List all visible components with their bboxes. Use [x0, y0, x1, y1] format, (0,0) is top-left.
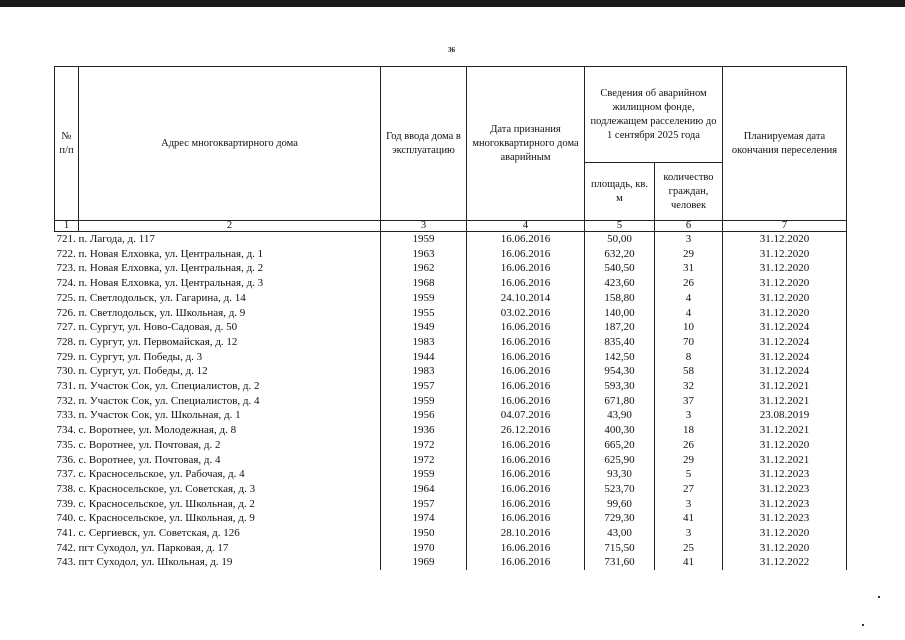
address-cell: 740. с. Красносельское, ул. Школьная, д. 9	[56, 512, 255, 525]
year-cell: 1968	[381, 276, 467, 291]
planned-date-cell: 31.12.2021	[723, 423, 847, 438]
header-year: Год ввода дома в эксплуатацию	[381, 67, 467, 221]
planned-date-cell: 31.12.2023	[723, 511, 847, 526]
area-cell: 50,00	[585, 232, 655, 247]
year-cell: 1959	[381, 394, 467, 409]
people-cell: 10	[655, 320, 723, 335]
area-cell: 625,90	[585, 453, 655, 468]
year-cell: 1972	[381, 453, 467, 468]
emergency-date-cell: 16.06.2016	[467, 350, 585, 365]
area-cell: 954,30	[585, 364, 655, 379]
address-cell: 722. п. Новая Елховка, ул. Центральная, д. 1	[56, 247, 264, 260]
emergency-date-cell: 26.12.2016	[467, 423, 585, 438]
header-planned-date: Планируемая дата окончания переселения	[723, 67, 847, 221]
people-cell: 3	[655, 526, 723, 541]
area-cell: 665,20	[585, 438, 655, 453]
planned-date-cell: 31.12.2023	[723, 467, 847, 482]
column-index-cell: 7	[723, 221, 847, 232]
area-cell: 43,90	[585, 408, 655, 423]
people-cell: 3	[655, 497, 723, 512]
planned-date-cell: 31.12.2021	[723, 394, 847, 409]
planned-date-cell: 31.12.2023	[723, 497, 847, 512]
column-index-cell: 3	[381, 221, 467, 232]
year-cell: 1959	[381, 291, 467, 306]
people-cell: 3	[655, 408, 723, 423]
planned-date-cell: 31.12.2020	[723, 306, 847, 321]
year-cell: 1957	[381, 497, 467, 512]
year-cell: 1956	[381, 408, 467, 423]
people-cell: 18	[655, 423, 723, 438]
year-cell: 1959	[381, 467, 467, 482]
planned-date-cell: 31.12.2024	[723, 364, 847, 379]
year-cell: 1964	[381, 482, 467, 497]
area-cell: 593,30	[585, 379, 655, 394]
table-row	[55, 247, 847, 262]
planned-date-cell: 31.12.2020	[723, 261, 847, 276]
planned-date-cell: 31.12.2020	[723, 541, 847, 556]
table-row	[55, 261, 847, 276]
address-cell: 721. п. Лагода, д. 117	[56, 233, 155, 245]
people-cell: 41	[655, 511, 723, 526]
address-cell: 724. п. Новая Елховка, ул. Центральная, д. 3	[56, 277, 264, 290]
year-cell: 1969	[381, 555, 467, 570]
people-cell: 25	[655, 541, 723, 556]
year-cell: 1949	[381, 320, 467, 335]
table-row	[55, 364, 847, 379]
emergency-date-cell: 16.06.2016	[467, 379, 585, 394]
page-number: 36	[448, 46, 455, 54]
address-cell: 737. с. Красносельское, ул. Рабочая, д. 4	[56, 468, 245, 481]
area-cell: 142,50	[585, 350, 655, 365]
people-cell: 29	[655, 247, 723, 262]
emergency-date-cell: 16.06.2016	[467, 555, 585, 570]
table-row	[55, 511, 847, 526]
address-cell: 738. с. Красносельское, ул. Советская, д. 3	[56, 482, 256, 495]
people-cell: 70	[655, 335, 723, 350]
table-row	[55, 394, 847, 409]
emergency-date-cell: 16.06.2016	[467, 482, 585, 497]
header-emergency-date: Дата признания многоквартирного дома аварийным	[467, 67, 585, 221]
year-cell: 1950	[381, 526, 467, 541]
address-cell: 741. с. Сергиевск, ул. Советская, д. 126	[56, 527, 240, 540]
people-cell: 26	[655, 438, 723, 453]
table-row	[55, 497, 847, 512]
area-cell: 835,40	[585, 335, 655, 350]
planned-date-cell: 23.08.2019	[723, 408, 847, 423]
planned-date-cell: 31.12.2022	[723, 555, 847, 570]
planned-date-cell: 31.12.2020	[723, 526, 847, 541]
people-cell: 26	[655, 276, 723, 291]
column-index-cell: 4	[467, 221, 585, 232]
address-cell: 734. с. Воротнее, ул. Молодежная, д. 8	[56, 424, 237, 437]
column-index-row	[55, 221, 847, 232]
table-row	[55, 320, 847, 335]
people-cell: 4	[655, 306, 723, 321]
address-cell: 729. п. Сургут, ул. Победы, д. 3	[56, 350, 203, 363]
address-cell: 733. п. Участок Сок, ул. Школьная, д. 1	[56, 409, 241, 422]
year-cell: 1959	[381, 232, 467, 247]
year-cell: 1974	[381, 511, 467, 526]
table-row	[55, 467, 847, 482]
emergency-date-cell: 16.06.2016	[467, 261, 585, 276]
area-cell: 671,80	[585, 394, 655, 409]
people-cell: 8	[655, 350, 723, 365]
address-cell: 732. п. Участок Сок, ул. Специалистов, д. 4	[56, 394, 260, 407]
planned-date-cell: 31.12.2021	[723, 453, 847, 468]
header-people: количество граждан, человек	[655, 163, 723, 221]
planned-date-cell: 31.12.2020	[723, 247, 847, 262]
address-cell: 728. п. Сургут, ул. Первомайская, д. 12	[56, 335, 238, 348]
area-cell: 729,30	[585, 511, 655, 526]
area-cell: 43,00	[585, 526, 655, 541]
emergency-date-cell: 16.06.2016	[467, 335, 585, 350]
area-cell: 93,30	[585, 467, 655, 482]
emergency-date-cell: 16.06.2016	[467, 394, 585, 409]
emergency-date-cell: 16.06.2016	[467, 541, 585, 556]
planned-date-cell: 31.12.2020	[723, 232, 847, 247]
table-row	[55, 555, 847, 570]
area-cell: 187,20	[585, 320, 655, 335]
emergency-date-cell: 16.06.2016	[467, 497, 585, 512]
address-cell: 727. п. Сургут, ул. Ново-Садовая, д. 50	[56, 321, 238, 334]
people-cell: 4	[655, 291, 723, 306]
table-row	[55, 350, 847, 365]
area-cell: 158,80	[585, 291, 655, 306]
table-row	[55, 291, 847, 306]
year-cell: 1957	[381, 379, 467, 394]
planned-date-cell: 31.12.2021	[723, 379, 847, 394]
year-cell: 1955	[381, 306, 467, 321]
address-cell: 726. п. Светлодольск, ул. Школьная, д. 9	[56, 306, 246, 319]
planned-date-cell: 31.12.2020	[723, 291, 847, 306]
area-cell: 423,60	[585, 276, 655, 291]
people-cell: 27	[655, 482, 723, 497]
table-row	[55, 526, 847, 541]
year-cell: 1962	[381, 261, 467, 276]
address-cell: 723. п. Новая Елховка, ул. Центральная, д. 2	[56, 262, 264, 275]
header-address: Адрес многоквартирного дома	[79, 67, 381, 221]
emergency-date-cell: 16.06.2016	[467, 276, 585, 291]
table-row	[55, 306, 847, 321]
table-row	[55, 232, 847, 247]
emergency-date-cell: 16.06.2016	[467, 438, 585, 453]
area-cell: 140,00	[585, 306, 655, 321]
people-cell: 32	[655, 379, 723, 394]
scan-speck	[878, 596, 880, 598]
scan-speck	[862, 624, 864, 626]
people-cell: 3	[655, 232, 723, 247]
table-row	[55, 482, 847, 497]
emergency-date-cell: 16.06.2016	[467, 247, 585, 262]
header-number: № п/п	[55, 67, 79, 221]
area-cell: 99,60	[585, 497, 655, 512]
people-cell: 31	[655, 261, 723, 276]
address-cell: 725. п. Светлодольск, ул. Гагарина, д. 14	[56, 291, 246, 304]
year-cell: 1936	[381, 423, 467, 438]
table-row	[55, 453, 847, 468]
area-cell: 523,70	[585, 482, 655, 497]
table-row	[55, 438, 847, 453]
year-cell: 1944	[381, 350, 467, 365]
emergency-date-cell: 16.06.2016	[467, 364, 585, 379]
emergency-date-cell: 03.02.2016	[467, 306, 585, 321]
table-row	[55, 276, 847, 291]
planned-date-cell: 31.12.2020	[723, 276, 847, 291]
column-index-cell: 1	[55, 221, 79, 232]
address-cell: 730. п. Сургут, ул. Победы, д. 12	[56, 365, 208, 378]
address-cell: 743. пгт Суходол, ул. Школьная, д. 19	[56, 556, 233, 569]
address-cell: 731. п. Участок Сок, ул. Специалистов, д. 2	[56, 380, 260, 393]
year-cell: 1983	[381, 364, 467, 379]
column-index-cell: 2	[79, 221, 381, 232]
emergency-date-cell: 04.07.2016	[467, 408, 585, 423]
housing-table	[54, 66, 847, 570]
emergency-date-cell: 16.06.2016	[467, 511, 585, 526]
scan-top-edge	[0, 0, 905, 7]
emergency-date-cell: 16.06.2016	[467, 453, 585, 468]
area-cell: 632,20	[585, 247, 655, 262]
area-cell: 540,50	[585, 261, 655, 276]
emergency-date-cell: 28.10.2016	[467, 526, 585, 541]
emergency-date-cell: 16.06.2016	[467, 467, 585, 482]
column-index-cell: 6	[655, 221, 723, 232]
planned-date-cell: 31.12.2023	[723, 482, 847, 497]
planned-date-cell: 31.12.2024	[723, 335, 847, 350]
emergency-date-cell: 16.06.2016	[467, 320, 585, 335]
emergency-date-cell: 16.06.2016	[467, 232, 585, 247]
column-index-cell: 5	[585, 221, 655, 232]
header-emergency-info: Сведения об аварийном жилищном фонде, подлежащем расселению до 1 сентября 2025 года	[585, 67, 723, 163]
people-cell: 29	[655, 453, 723, 468]
area-cell: 715,50	[585, 541, 655, 556]
planned-date-cell: 31.12.2024	[723, 320, 847, 335]
year-cell: 1963	[381, 247, 467, 262]
address-cell: 739. с. Красносельское, ул. Школьная, д. 2	[56, 497, 255, 510]
area-cell: 400,30	[585, 423, 655, 438]
table-row	[55, 408, 847, 423]
year-cell: 1972	[381, 438, 467, 453]
planned-date-cell: 31.12.2024	[723, 350, 847, 365]
table-row	[55, 541, 847, 556]
header-area: площадь, кв. м	[585, 163, 655, 221]
area-cell: 731,60	[585, 555, 655, 570]
address-cell: 742. пгт Суходол, ул. Парковая, д. 17	[56, 541, 229, 554]
emergency-date-cell: 24.10.2014	[467, 291, 585, 306]
people-cell: 41	[655, 555, 723, 570]
table-row	[55, 335, 847, 350]
people-cell: 37	[655, 394, 723, 409]
planned-date-cell: 31.12.2020	[723, 438, 847, 453]
address-cell: 736. с. Воротнее, ул. Почтовая, д. 4	[56, 453, 221, 466]
table-row	[55, 379, 847, 394]
people-cell: 58	[655, 364, 723, 379]
address-cell: 735. с. Воротнее, ул. Почтовая, д. 2	[56, 438, 221, 451]
table-row	[55, 423, 847, 438]
people-cell: 5	[655, 467, 723, 482]
year-cell: 1970	[381, 541, 467, 556]
year-cell: 1983	[381, 335, 467, 350]
table-body	[55, 232, 847, 571]
